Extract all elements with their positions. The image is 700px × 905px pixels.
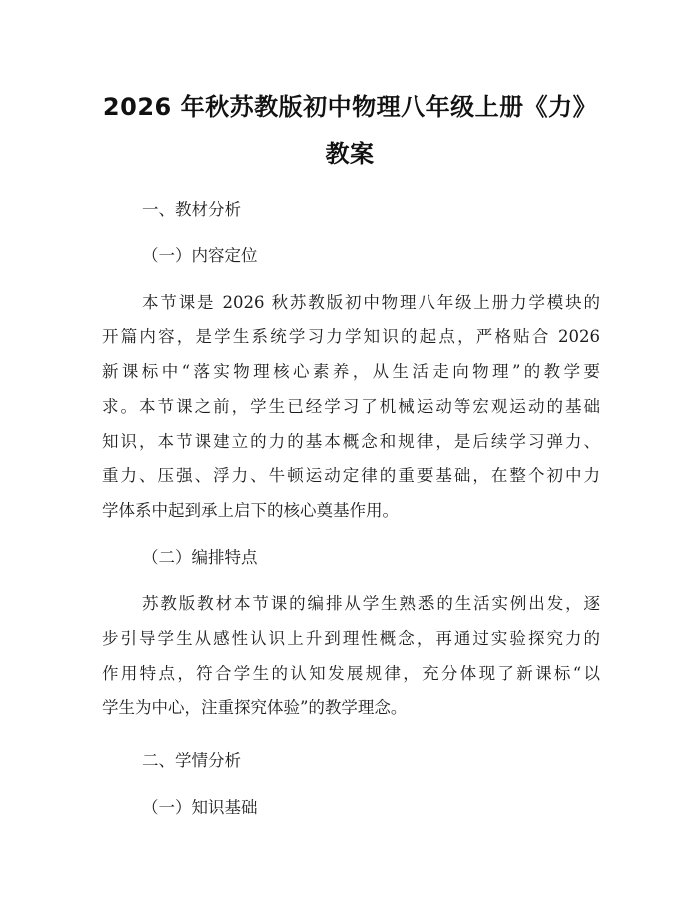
paragraph-line: 学体系中起到承上启下的核心奠基作用。 (102, 501, 399, 520)
paragraph-line: 知识，本节课建立的力的基本概念和规律，是后续学习弹力、 (102, 432, 600, 451)
document-title-line-1: 2026 年秋苏教版初中物理八年级上册《力》 (102, 93, 598, 121)
subheading-layout-features: （二）编排特点 (142, 548, 258, 567)
paragraph-line: 重力、压强、浮力、牛顿运动定律的重要基础，在整个初中力 (102, 466, 600, 485)
section-heading-learner-analysis: 二、学情分析 (142, 751, 241, 770)
paragraph-line: 新课标中“落实物理核心素养，从生活走向物理”的教学要 (102, 362, 600, 381)
paragraph-line: 学生为中心，注重探究体验”的教学理念。 (102, 698, 408, 717)
subheading-knowledge-basis: （一）知识基础 (142, 798, 258, 817)
paragraph-line: 求。本节课之前，学生已经学习了机械运动等宏观运动的基础 (102, 397, 600, 416)
document-title-line-2: 教案 (325, 140, 375, 168)
paragraph-line: 步引导学生从感性认识上升到理性概念，再通过实验探究力的 (102, 629, 600, 648)
section-heading-textbook-analysis: 一、教材分析 (142, 200, 241, 219)
paragraph-line: 苏教版教材本节课的编排从学生熟悉的生活实例出发，逐 (142, 594, 600, 613)
paragraph-line: 本节课是 2026 秋苏教版初中物理八年级上册力学模块的 (142, 293, 600, 312)
subheading-content-positioning: （一）内容定位 (142, 246, 258, 265)
paragraph-line: 作用特点，符合学生的认知发展规律，充分体现了新课标“以 (102, 664, 600, 683)
paragraph-line: 开篇内容，是学生系统学习力学知识的起点，严格贴合 2026 (102, 327, 600, 346)
